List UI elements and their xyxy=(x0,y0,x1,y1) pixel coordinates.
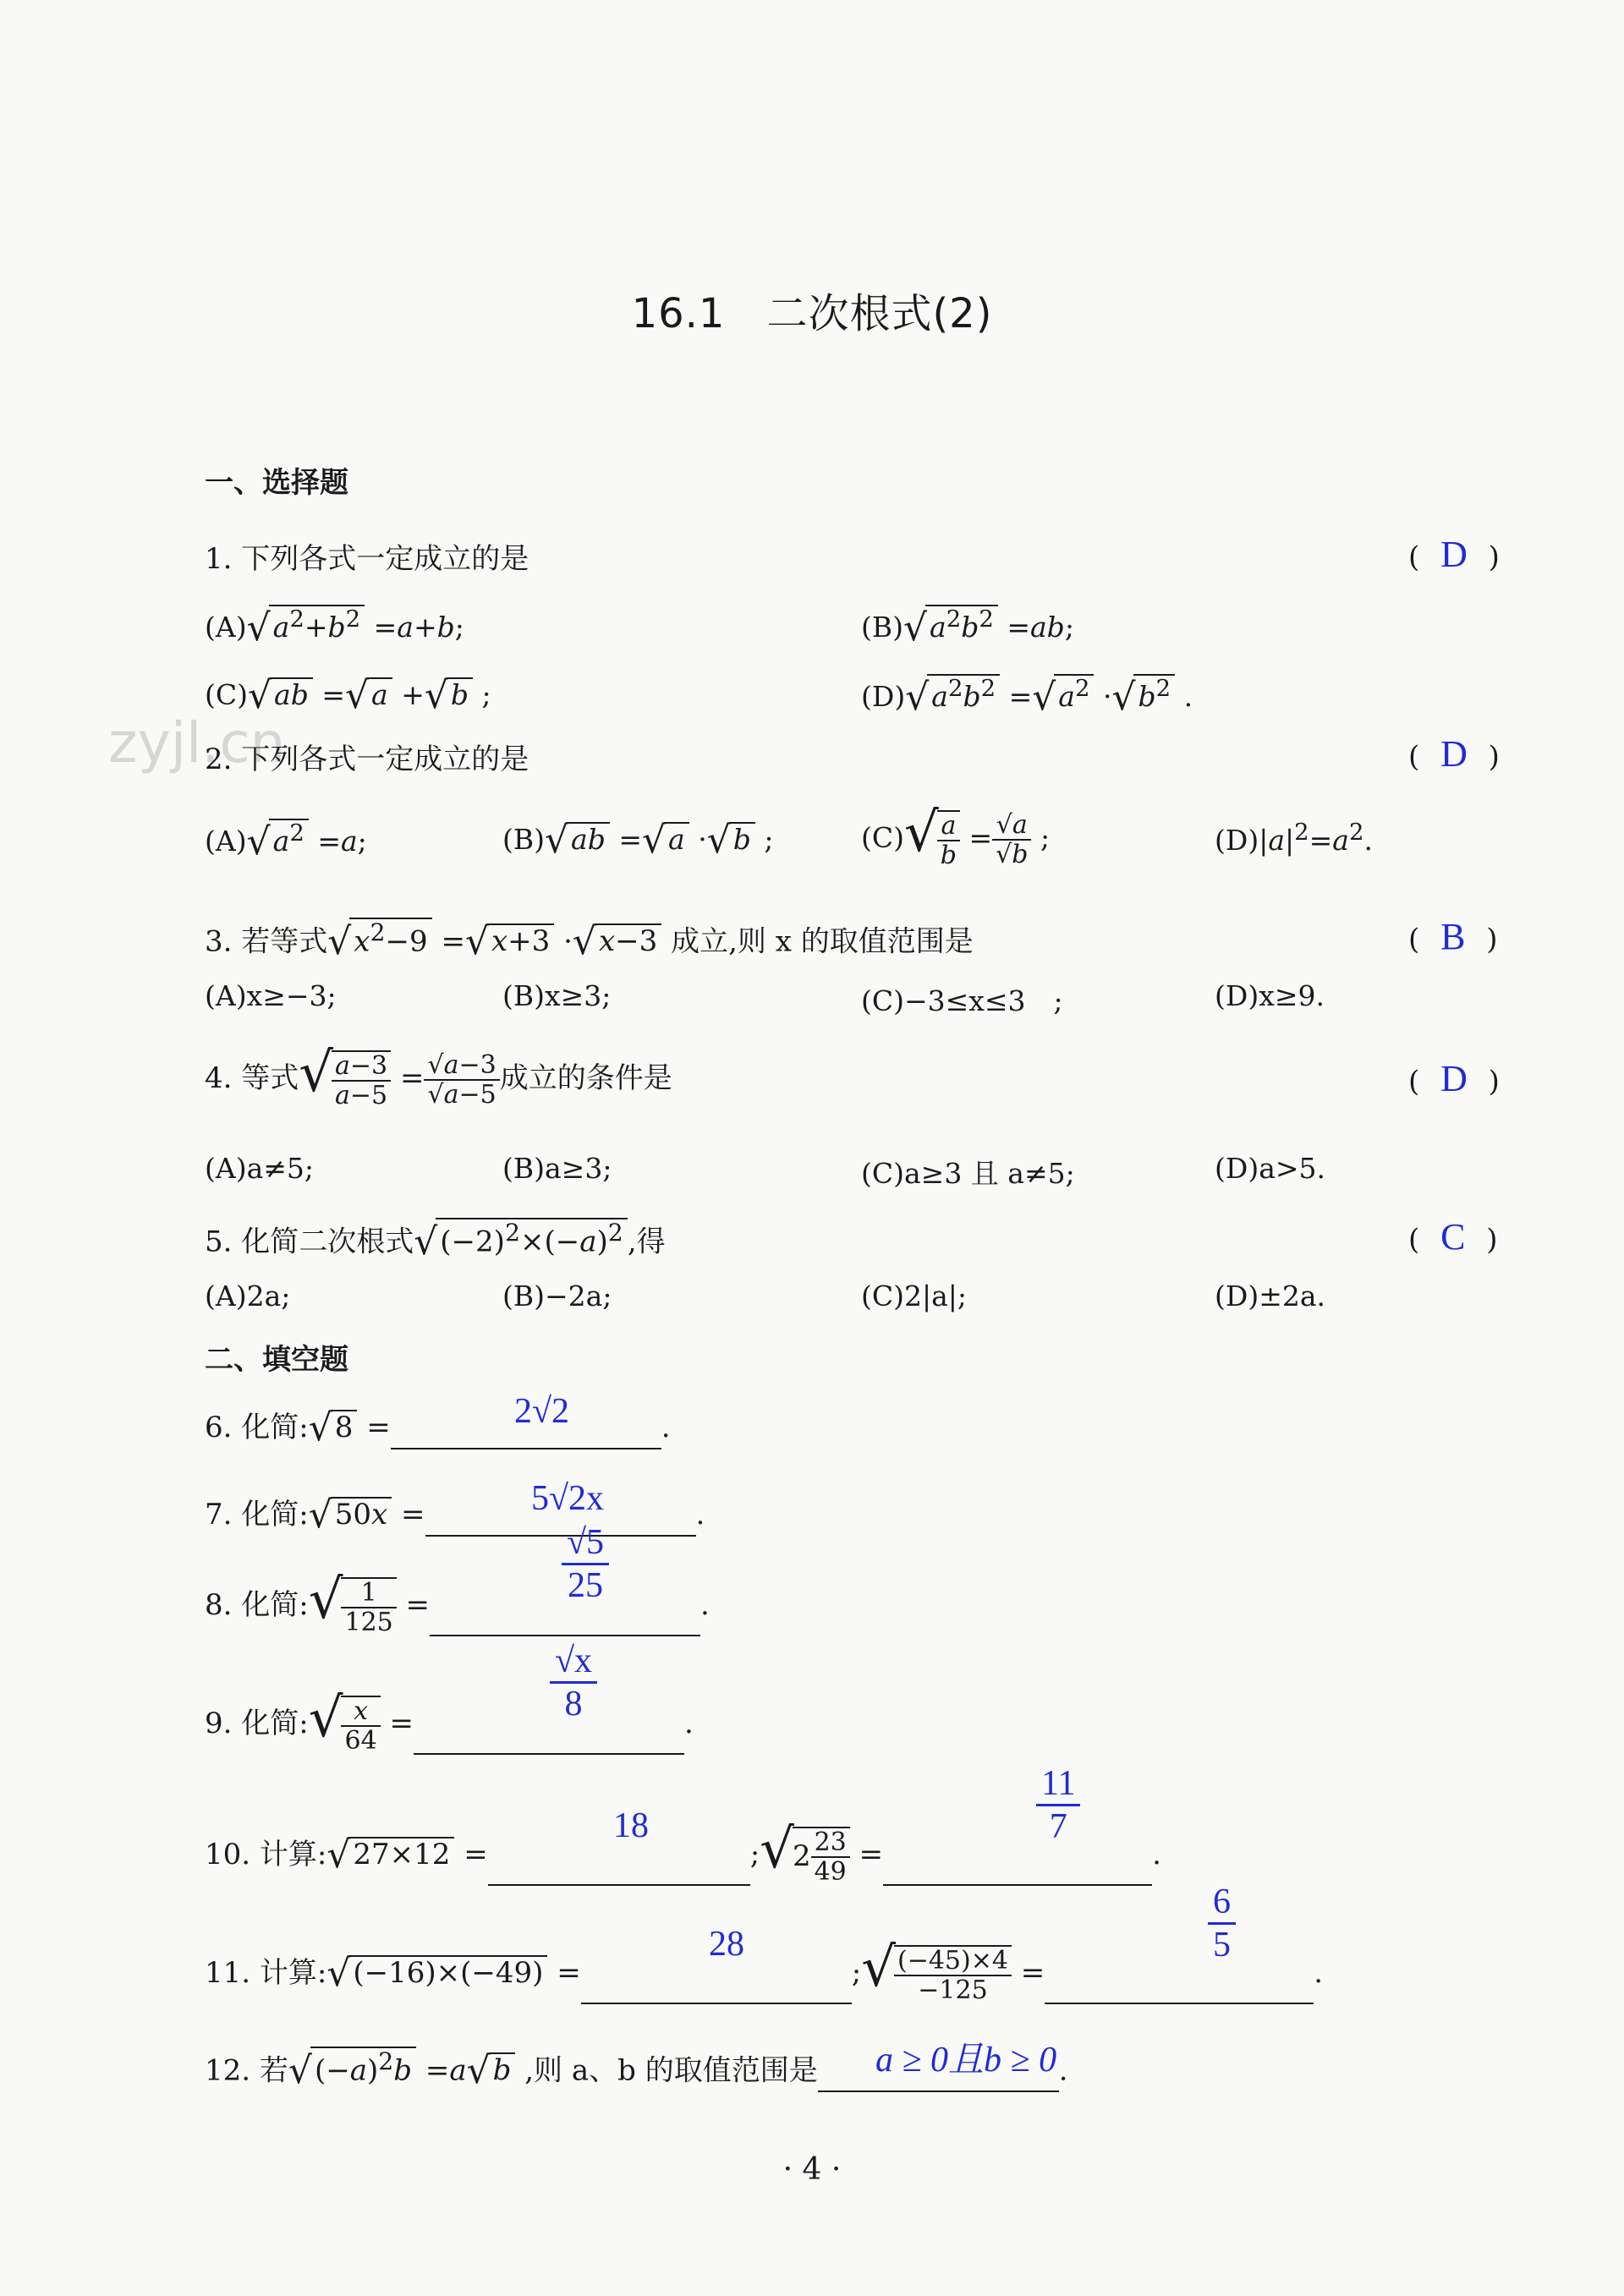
fill-answer-7: 5√2x xyxy=(531,1479,605,1518)
question-11: 11. 计算:√(−16)×(−49) = ;√ $\frac{(-45)\times 4}{-125}$ = . xyxy=(205,1937,1324,2005)
q3-option-d: (D)x≥9. xyxy=(1215,979,1325,1012)
q1-option-c: (C)√ab =√a +√b ; xyxy=(205,674,491,717)
answer-4: ( D ) xyxy=(1408,1058,1500,1099)
section-choice-heading: 一、选择题 xyxy=(205,466,348,500)
fill-answer-9: √x 8 xyxy=(550,1641,597,1725)
answer-4-value: D xyxy=(1440,1058,1468,1099)
answer-3-value: B xyxy=(1440,916,1466,957)
q2-option-c: (C)√ $\frac{a}{b}$ = $\frac{√a}{√b}$ ; xyxy=(861,802,1051,870)
fill-answer-10b: 11 7 xyxy=(1036,1763,1080,1848)
question-5: 5. 化简二次根式$√(-2)^2\times(-a)^2$ ,得 xyxy=(205,1219,666,1264)
q5-option-d: (D)±2a. xyxy=(1215,1280,1326,1312)
question-9: 9. 化简:√ $\frac{x}{64}$ = . xyxy=(205,1687,694,1756)
q1-option-b: $(B)√a^2b^2 =ab$; xyxy=(861,606,1074,649)
fill-answer-12: a ≥ 0且b ≥ 0 xyxy=(875,2041,1057,2080)
question-12: 12. 若$√(-a)^2b =a√b$ ,则 a、b 的取值范围是 . xyxy=(205,2047,1068,2093)
fill-answer-10a: 18 xyxy=(613,1806,649,1845)
answer-5-value: C xyxy=(1440,1216,1466,1258)
answer-2-value: D xyxy=(1440,733,1468,775)
answer-2: ( D ) xyxy=(1408,733,1500,775)
q4-option-a: (A)a≠5; xyxy=(205,1152,315,1185)
q2-option-b: (B)√ab =√a ·√b ; xyxy=(502,819,774,862)
q1-option-d: $(D)√a^2b^2 =√a^2 \cdot√b^2$ . xyxy=(861,675,1193,719)
question-4: 4. 等式√ $\frac{a-3}{a-5}$ = $\frac{√a-3}{√a-5}$ 成立的条件是 xyxy=(205,1042,672,1110)
fill-answer-6: 2√2 xyxy=(514,1392,570,1431)
answer-5: ( C ) xyxy=(1408,1216,1498,1258)
q2-option-d: $(D)|a|^2=a^2$. xyxy=(1215,819,1373,857)
question-1: 1. 下列各式一定成立的是 xyxy=(205,542,529,576)
question-7: 7. 化简:√50x = . xyxy=(205,1493,705,1537)
page-title: 16.1 二次根式(2) xyxy=(631,290,993,337)
q2-option-a: $(A)√a^2 =a$; xyxy=(205,819,367,863)
answer-3: ( B ) xyxy=(1408,916,1498,957)
question-10: 10. 计算:√27×12 = ;√ 2 $\frac{23}{49}$ = . xyxy=(205,1818,1161,1887)
q4-option-c: (C)a≥3 且 a≠5; xyxy=(861,1157,1075,1190)
answer-1-value: D xyxy=(1440,534,1468,575)
q5-option-c: (C)2|a|; xyxy=(861,1280,968,1312)
q1-option-a: $(A)√a^2+b^2 =a+b$; xyxy=(205,606,464,649)
fill-answer-8: √5 25 xyxy=(562,1522,609,1607)
fill-answer-11a: 28 xyxy=(709,1925,744,1964)
page-number: · 4 · xyxy=(782,2152,842,2187)
answer-1: ( D ) xyxy=(1408,534,1500,575)
section-fill-heading: 二、填空题 xyxy=(205,1343,348,1377)
q4-option-d: (D)a>5. xyxy=(1215,1152,1326,1185)
fill-answer-11b: 6 5 xyxy=(1208,1882,1236,1966)
question-2: 2. 下列各式一定成立的是 xyxy=(205,743,529,776)
watermark: zyjl.cn xyxy=(108,710,286,775)
question-3: 3. 若等式$√x^2-9 =√x+3 \cdot√x-3$ 成立,则 x 的取值范围是 xyxy=(205,918,974,964)
q3-option-c: (C)−3≤x≤3 ; xyxy=(861,984,1063,1017)
q3-option-b: (B)x≥3; xyxy=(502,979,612,1012)
q5-option-a: (A)2a; xyxy=(205,1280,291,1312)
question-6: 6. 化简:√8 = . xyxy=(205,1406,671,1449)
q4-option-b: (B)a≥3; xyxy=(502,1152,612,1185)
q3-option-a: (A)x≥−3; xyxy=(205,979,337,1012)
q5-option-b: (B)−2a; xyxy=(502,1280,612,1312)
question-8: 8. 化简:√ $\frac{1}{125}$ = . xyxy=(205,1569,710,1637)
